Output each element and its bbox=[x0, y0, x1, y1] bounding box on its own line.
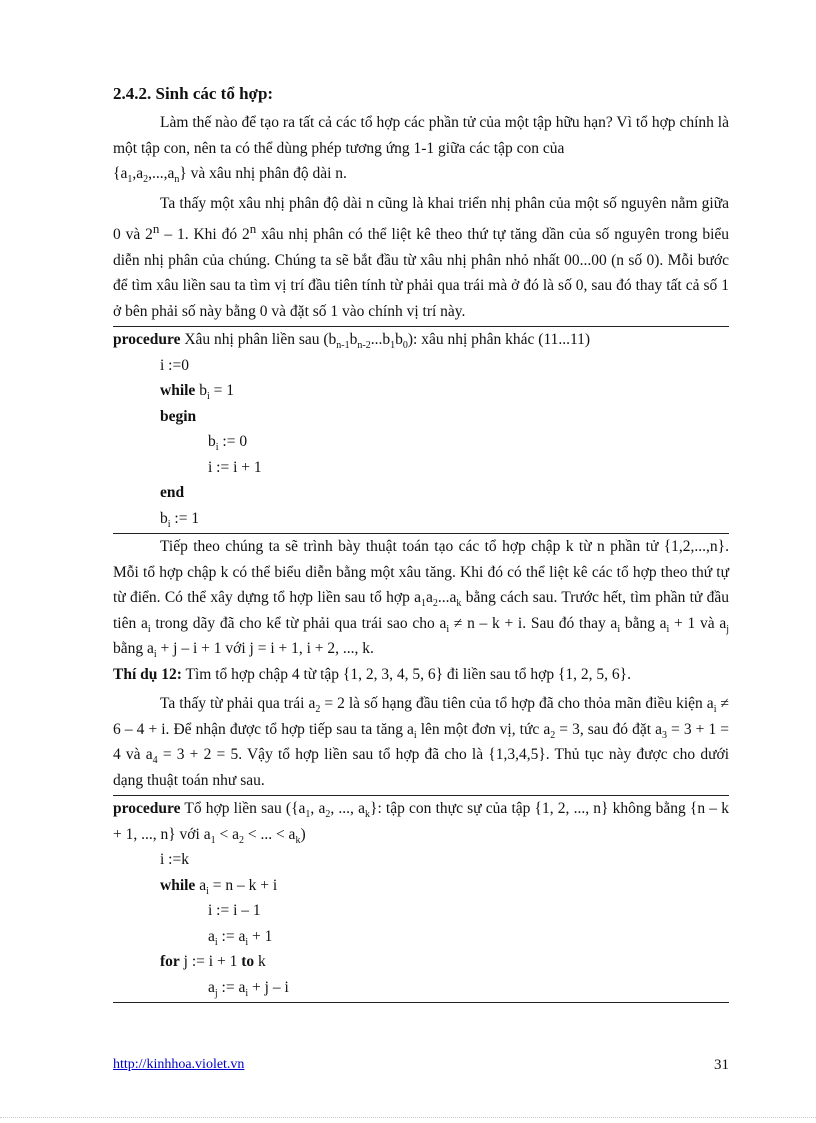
page-number: 31 bbox=[714, 1057, 729, 1073]
procedure-combination-next: procedure Tổ hợp liền sau ({$a_1$, $a_2$, ..., $a_k$}: tập con thực sự của tập {1, 2, ..., n} không bằng {n – k + 1, ..., n} với $a_1 < a_2$ < ... < $a_k$) i :=k while $a_i = n - k + i$ i := i – 1 $a_i$ := $a_i + 1$ for j := i + 1 to k $a_j$ := $a_i + j - i$ bbox=[113, 800, 729, 999]
paragraph-3: Tiếp theo chúng ta sẽ trình bày thuật toán tạo các tổ hợp chập k từ n phần tử {1,2,...,n}. Mỗi tổ hợp chập k có thể biểu diễn bằng một xâu tăng. Khi đó có thể liệt kê các tổ hợp theo thứ tự từ điển. Có thể xây dựng tổ hợp liền sau tổ hợp $a_1a_2...a_k$ bằng cách sau. Trước hết, tìm phần tử đầu tiên $a_i$ trong dãy đã cho kể từ phải qua trái sao cho $a_i \ne n - k + i$. Sau đó thay $a_i$ bằng $a_i + 1$ và $a_j$ bằng $a_i + j - i + 1$ với j = i + 1, i + 2, ..., k. bbox=[113, 538, 729, 661]
divider bbox=[113, 1002, 729, 1003]
section-heading: 2.4.2. Sinh các tổ hợp: bbox=[113, 84, 274, 103]
page-bottom-border bbox=[0, 1117, 816, 1118]
paragraph-2: Ta thấy một xâu nhị phân độ dài n cũng là khai triển nhị phân của một số nguyên nằm giữa 0 và 2$^n$ – 1. Khi đó 2$^n$ xâu nhị phân có thể liệt kê theo thứ tự tăng dần của số nguyên trong biểu diễn nhị phân của chúng. Chúng ta sẽ bắt đầu từ xâu nhị phân nhỏ nhất 00...00 (n số 0). Mỗi bước để tìm xâu liền sau ta tìm vị trí đầu tiên tính từ phải qua trái mà ở đó là số 0, sau đó thay tất cả số 1 ở bên phải số này bằng 0 và đặt số 1 vào chính vị trí này. bbox=[113, 194, 730, 320]
footer-link[interactable]: http://kinhhoa.violet.vn bbox=[113, 1057, 245, 1072]
page-footer bbox=[113, 1057, 729, 1073]
procedure-binary-next: procedure Xâu nhị phân liền sau $(b_{n-1}b_{n-2}...b_1b_0)$: xâu nhị phân khác (11...11) i :=0 while $b_i = 1$ begin $b_i$ := 0 i := i + 1 end $b_i$ := 1 bbox=[113, 331, 591, 530]
paragraph-1: Làm thế nào để tạo ra tất cả các tổ hợp các phần tử của một tập hữu hạn? Vì tổ hợp chính là một tập con, nên ta có thể dùng phép tương ứng 1-1 giữa các tập con của $\{a_1,a_2,...,a_n\}$ và xâu nhị phân độ dài n. bbox=[113, 114, 729, 186]
page-content bbox=[113, 82, 729, 1003]
paragraph-4: Ta thấy từ phải qua trái $a_2 = 2$ là số hạng đầu tiên của tổ hợp đã cho thỏa mãn điều kiện $a_i \ne 6 - 4 + i$. Để nhận được tổ hợp tiếp sau ta tăng $a_i$ lên một đơn vị, tức $a_2 = 3$, sau đó đặt $a_3 = 3 + 1 = 4$ và $a_4 = 3 + 2 = 5$. Vậy tổ hợp liền sau tổ hợp đã cho là {1,3,4,5}. Thủ tục này được cho dưới dạng thuật toán như sau. bbox=[113, 695, 730, 789]
example-12: Thí dụ 12: Tìm tổ hợp chập 4 từ tập {1, 2, 3, 4, 5, 6} đi liền sau tổ hợp {1, 2, 5, 6}. bbox=[113, 665, 631, 683]
